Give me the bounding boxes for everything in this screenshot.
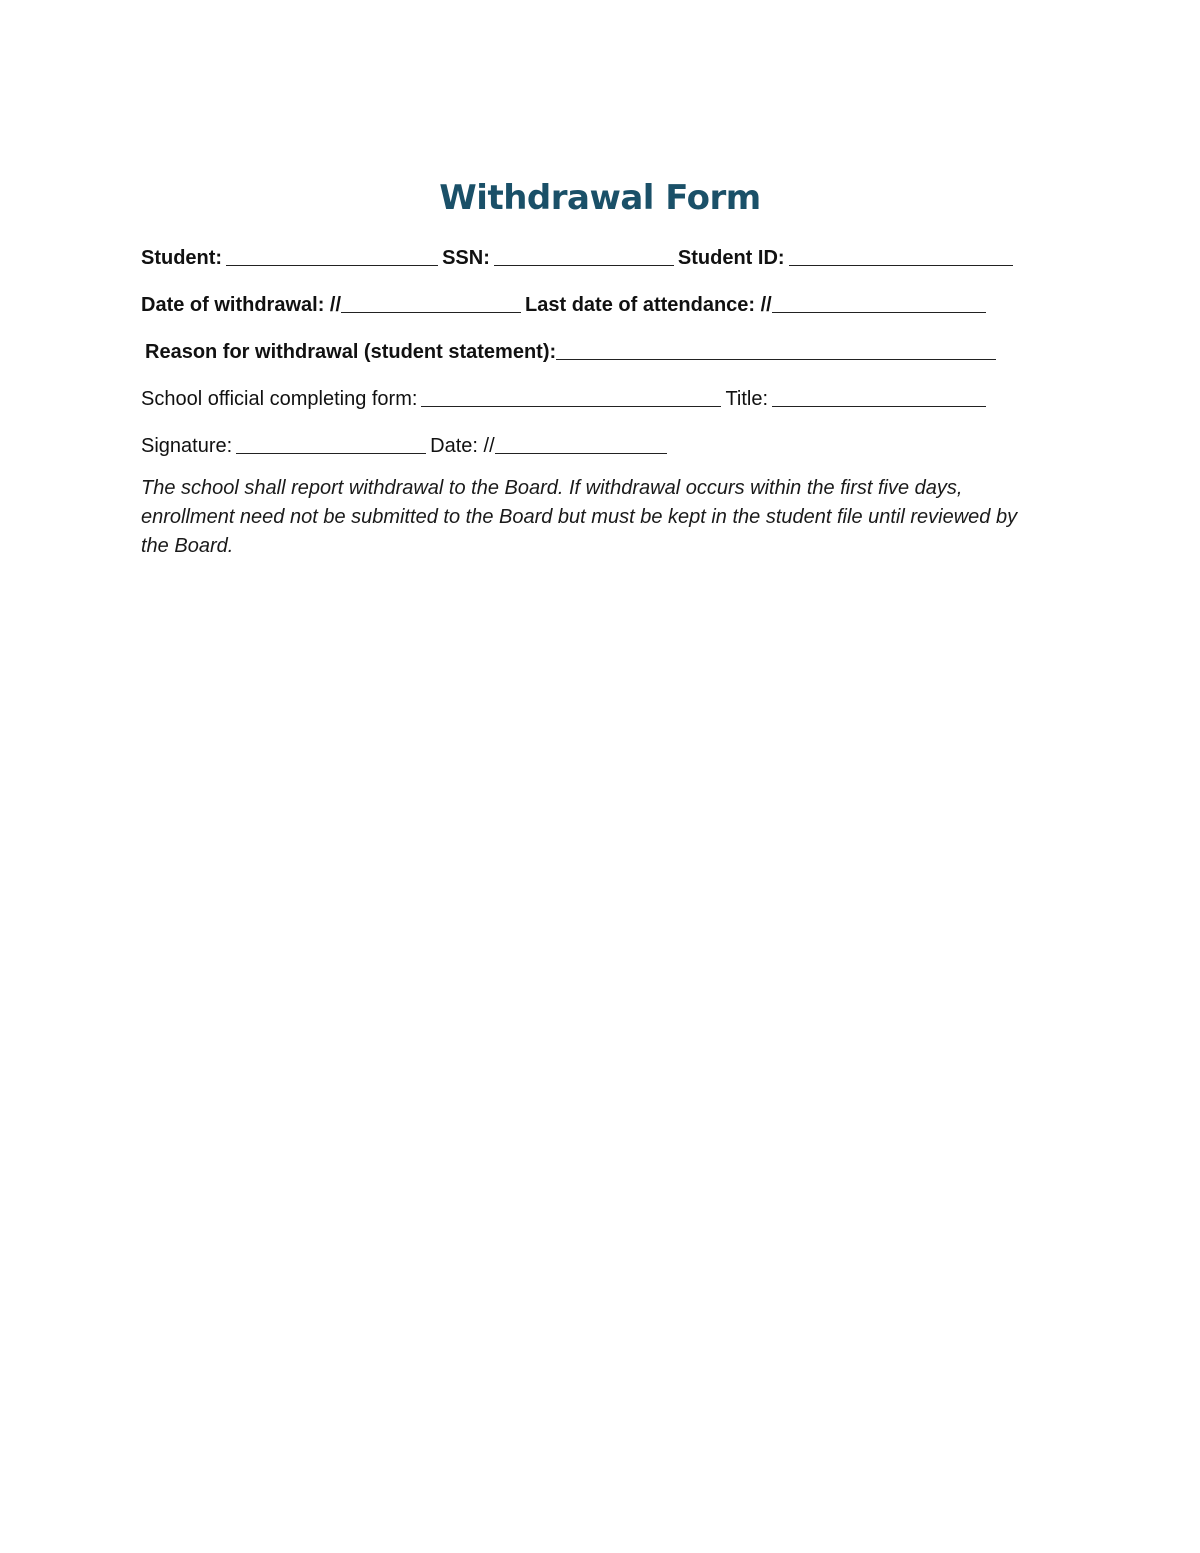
date-of-withdrawal-field[interactable] (341, 312, 521, 313)
withdrawal-note: The school shall report withdrawal to the Board. If withdrawal occurs within the first five days, enrollment need not be submitted to the Board but must be kept in the student file until reviewed by the Board. (141, 477, 1018, 557)
last-attendance-field[interactable] (772, 312, 986, 313)
title-field[interactable] (772, 406, 986, 407)
last-attendance-label: Last date of attendance: // (525, 294, 772, 316)
signature-row (141, 428, 671, 458)
reason-row (145, 334, 1000, 364)
student-label: Student: (141, 247, 223, 269)
signature-field[interactable] (236, 453, 426, 454)
date-label: Date: // (430, 435, 495, 457)
official-row (141, 381, 990, 411)
student-info-row (141, 240, 1017, 270)
student-id-label: Student ID: (677, 247, 785, 269)
signature-label: Signature: (141, 435, 233, 457)
reason-field[interactable] (556, 359, 996, 360)
student-id-field[interactable] (789, 265, 1013, 266)
form-title: Withdrawal Form (439, 178, 761, 218)
dates-row (141, 287, 990, 317)
school-official-field[interactable] (421, 406, 721, 407)
date-of-withdrawal-label: Date of withdrawal: // (141, 294, 342, 316)
ssn-label: SSN: (442, 247, 490, 269)
date-field[interactable] (495, 453, 667, 454)
ssn-field[interactable] (494, 265, 674, 266)
school-official-label: School official completing form: (141, 388, 418, 410)
reason-label: Reason for withdrawal (student statement): (145, 341, 557, 363)
title-label: Title: (725, 388, 769, 410)
student-name-field[interactable] (226, 265, 438, 266)
